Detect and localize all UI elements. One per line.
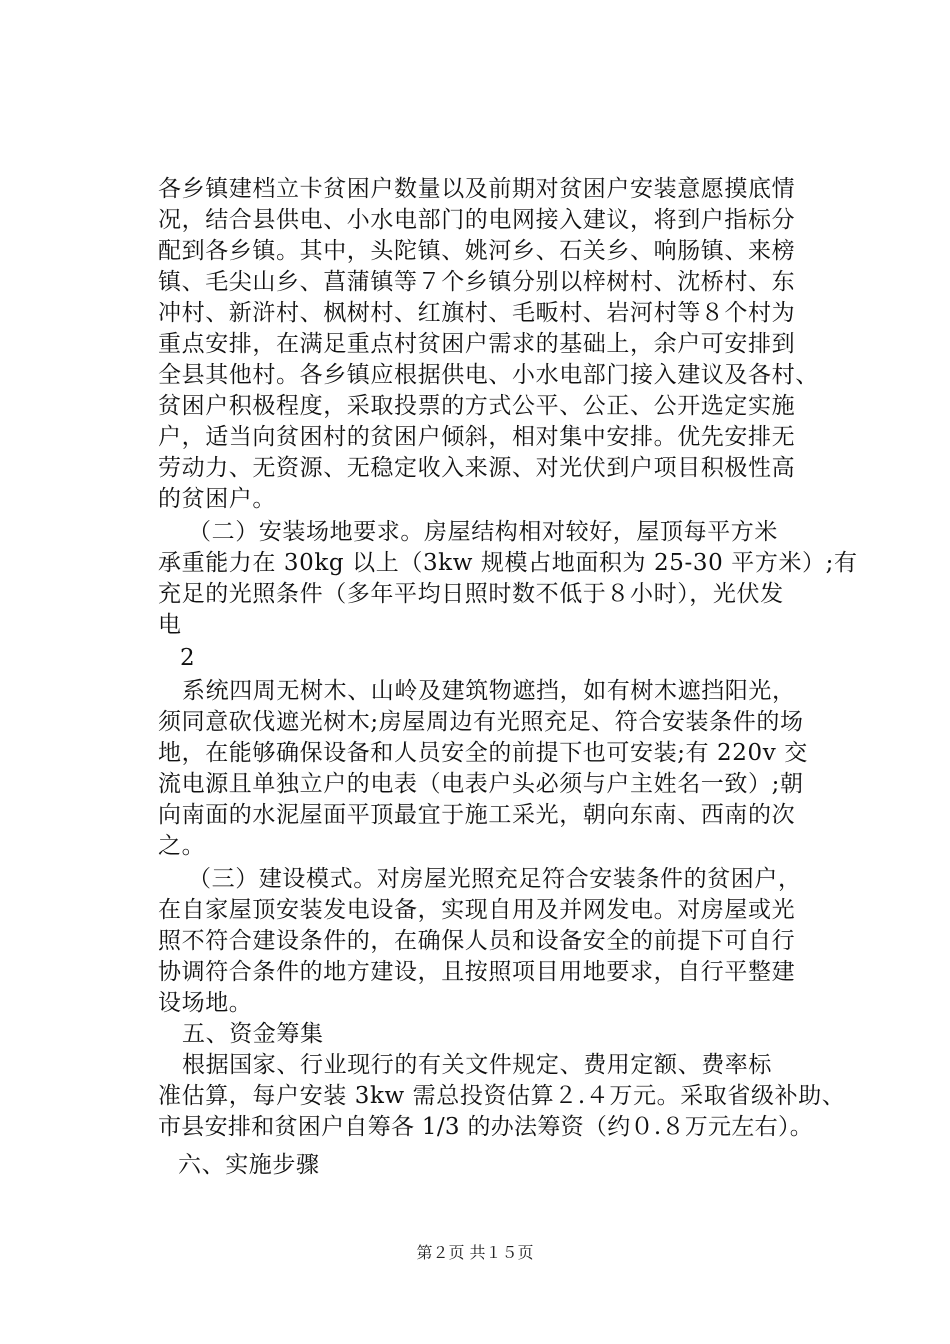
paragraph-line: 流电源且单独立户的电表（电表户头必须与户主姓名一致）;朝 [158,771,804,797]
paragraph-line: 准估算，每户安装 3kw 需总投资估算２.４万元。采取省级补助、 [158,1083,846,1109]
paragraph-line: 充足的光照条件（多年平均日照时数不低于８小时），光伏发 [158,581,784,607]
paragraph-line: 冲村、新浒村、枫树村、红旗村、毛畈村、岩河村等８个村为 [158,300,796,326]
paragraph-line: 之。 [158,833,206,859]
paragraph-line: 户，适当向贫困村的贫困户倾斜，相对集中安排。优先安排无 [158,424,796,450]
paragraph-line: 全县其他村。各乡镇应根据供电、小水电部门接入建议及各村、 [158,362,819,388]
page-footer: 第２页 共１５页 [416,1243,534,1262]
paragraph-line: 协调符合条件的地方建设，且按照项目用地要求，自行平整建 [158,959,796,985]
section-heading-six: 六、实施步骤 [178,1152,320,1178]
paragraph-line: （二）安装场地要求。房屋结构相对较好，屋顶每平方米 [188,519,778,545]
paragraph-line: 向南面的水泥屋面平顶最宜于施工采光，朝向东南、西南的次 [158,802,796,828]
paragraph-line: （三）建设模式。对房屋光照充足符合安装条件的贫困户， [188,866,802,892]
paragraph-line: 重点安排，在满足重点村贫困户需求的基础上，余户可安排到 [158,331,796,357]
paragraph-line: 在自家屋顶安装发电设备，实现自用及并网发电。对房屋或光 [158,897,796,923]
paragraph-line: 地，在能够确保设备和人员安全的前提下也可安装;有 220v 交 [158,740,808,766]
paragraph-line: 电 [158,612,182,638]
paragraph-line: 系统四周无树木、山岭及建筑物遮挡，如有树木遮挡阳光， [182,678,796,704]
paragraph-line: 的贫困户。 [158,486,276,512]
section-heading: 五、资金筹集 [182,1021,324,1047]
paragraph-line: 配到各乡镇。其中，头陀镇、姚河乡、石关乡、响肠镇、来榜 [158,238,796,264]
paragraph-line: 劳动力、无资源、无稳定收入来源、对光伏到户项目积极性高 [158,455,796,481]
paragraph-line: 照不符合建设条件的，在确保人员和设备安全的前提下可自行 [158,928,796,954]
paragraph-line: 设场地。 [158,990,253,1016]
paragraph-line: 各乡镇建档立卡贫困户数量以及前期对贫困户安装意愿摸底情 [158,176,796,202]
paragraph-line: 根据国家、行业现行的有关文件规定、费用定额、费率标 [182,1052,772,1078]
paragraph-line: 贫困户积极程度，采取投票的方式公平、公正、公开选定实施 [158,393,796,419]
paragraph-line: 承重能力在 30kg 以上（3kw 规模占地面积为 25-30 平方米）;有 [158,550,858,576]
paragraph-line: 市县安排和贫困户自筹各 1/3 的办法筹资（约０.８万元左右）。 [158,1114,814,1140]
paragraph-line: 须同意砍伐遮光树木;房屋周边有光照充足、符合安装条件的场 [158,709,804,735]
page-marker: 2 [180,645,196,671]
paragraph-line: 况，结合县供电、小水电部门的电网接入建议，将到户指标分 [158,207,796,233]
paragraph-line: 镇、毛尖山乡、菖蒲镇等７个乡镇分别以梓树村、沈桥村、东 [158,269,796,295]
